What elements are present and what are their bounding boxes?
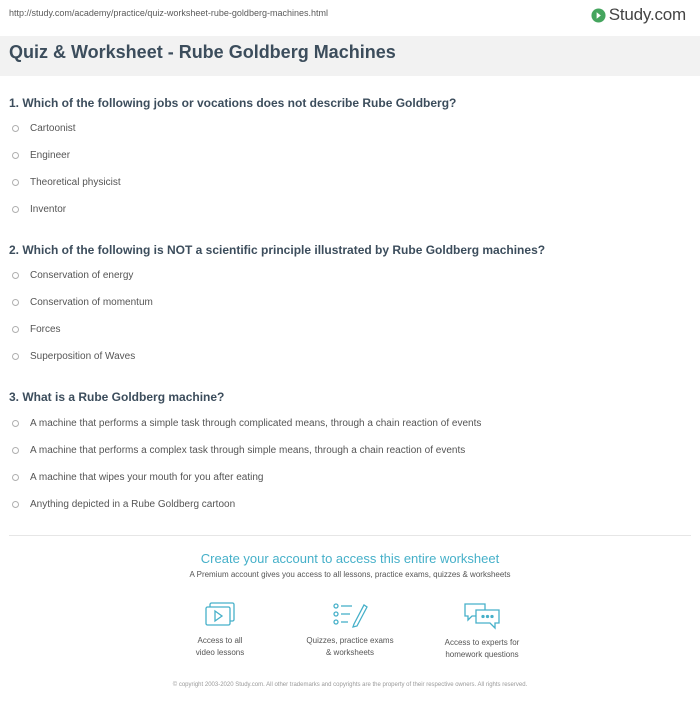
answer-option[interactable]	[9, 464, 481, 491]
feature-label: Access to all video lessons	[195, 636, 245, 657]
answer-option[interactable]	[9, 196, 456, 223]
radio-button[interactable]	[12, 420, 19, 427]
video-icon	[204, 601, 236, 629]
page-url: http://study.com/academy/practice/quiz-worksheet-rube-goldberg-machines.html	[9, 8, 328, 18]
option-label: Engineer	[30, 150, 71, 161]
feature-label: Quizzes, practice exams & worksheets	[306, 636, 394, 657]
answer-option[interactable]	[9, 169, 456, 196]
radio-button[interactable]	[12, 179, 19, 186]
radio-button[interactable]	[12, 501, 19, 508]
option-label: Conservation of energy	[30, 270, 134, 281]
question-text: 3. What is a Rube Goldberg machine?	[9, 390, 225, 404]
answer-option[interactable]	[9, 289, 545, 316]
option-label: Superposition of Waves	[30, 351, 136, 362]
answer-option[interactable]	[9, 115, 456, 142]
radio-button[interactable]	[12, 474, 19, 481]
question-text: 1. Which of the following jobs or vocations does not describe Rube Goldberg?	[9, 96, 457, 110]
page-title: Quiz & Worksheet - Rube Goldberg Machines	[9, 42, 396, 62]
quiz-icon	[332, 601, 368, 629]
chat-icon	[463, 601, 501, 631]
answer-options	[9, 115, 456, 223]
option-label: A machine that wipes your mouth for you after eating	[30, 472, 264, 483]
answer-options	[9, 262, 545, 370]
title-bar	[0, 36, 700, 76]
answer-option[interactable]	[9, 437, 481, 464]
option-label: A machine that performs a complex task through simple means, through a chain reaction of events	[30, 445, 466, 456]
option-label: A machine that performs a simple task through complicated means, through a chain reaction of events	[30, 418, 482, 429]
radio-button[interactable]	[12, 326, 19, 333]
radio-button[interactable]	[12, 353, 19, 360]
question-2	[9, 243, 545, 370]
option-label: Conservation of momentum	[30, 297, 153, 308]
question-3	[9, 390, 481, 518]
cta-title[interactable]: Create your account to access this entire worksheet	[200, 551, 500, 566]
option-label: Inventor	[30, 204, 67, 215]
section-divider	[9, 535, 691, 536]
cta-subtitle: A Premium account gives you access to all lessons, practice exams, quizzes & worksheets	[189, 570, 511, 579]
answer-option[interactable]	[9, 316, 545, 343]
radio-button[interactable]	[12, 447, 19, 454]
option-label: Forces	[30, 324, 61, 335]
study-logo-icon	[591, 8, 606, 23]
feature-video-lessons	[150, 601, 290, 659]
study-logo[interactable]	[591, 5, 686, 25]
answer-options	[9, 410, 481, 518]
answer-option[interactable]	[9, 262, 545, 289]
question-text: 2. Which of the following is NOT a scientific principle illustrated by Rube Goldberg machines?	[9, 243, 546, 257]
option-label: Cartoonist	[30, 123, 76, 134]
copyright-notice: © copyright 2003-2020 Study.com. All other trademarks and copyrights are the property of their respective owners. All rights reserved.	[172, 682, 528, 688]
feature-quizzes	[280, 601, 420, 659]
feature-label: Access to experts for homework questions	[444, 638, 520, 659]
answer-option[interactable]	[9, 491, 481, 518]
radio-button[interactable]	[12, 272, 19, 279]
answer-option[interactable]	[9, 343, 545, 370]
radio-button[interactable]	[12, 125, 19, 132]
radio-button[interactable]	[12, 299, 19, 306]
option-label: Theoretical physicist	[30, 177, 121, 188]
question-1	[9, 96, 456, 223]
radio-button[interactable]	[12, 206, 19, 213]
radio-button[interactable]	[12, 152, 19, 159]
feature-experts	[412, 601, 552, 661]
answer-option[interactable]	[9, 410, 481, 437]
answer-option[interactable]	[9, 142, 456, 169]
option-label: Anything depicted in a Rube Goldberg cartoon	[30, 499, 236, 510]
study-logo-text: Study.com	[608, 5, 686, 24]
